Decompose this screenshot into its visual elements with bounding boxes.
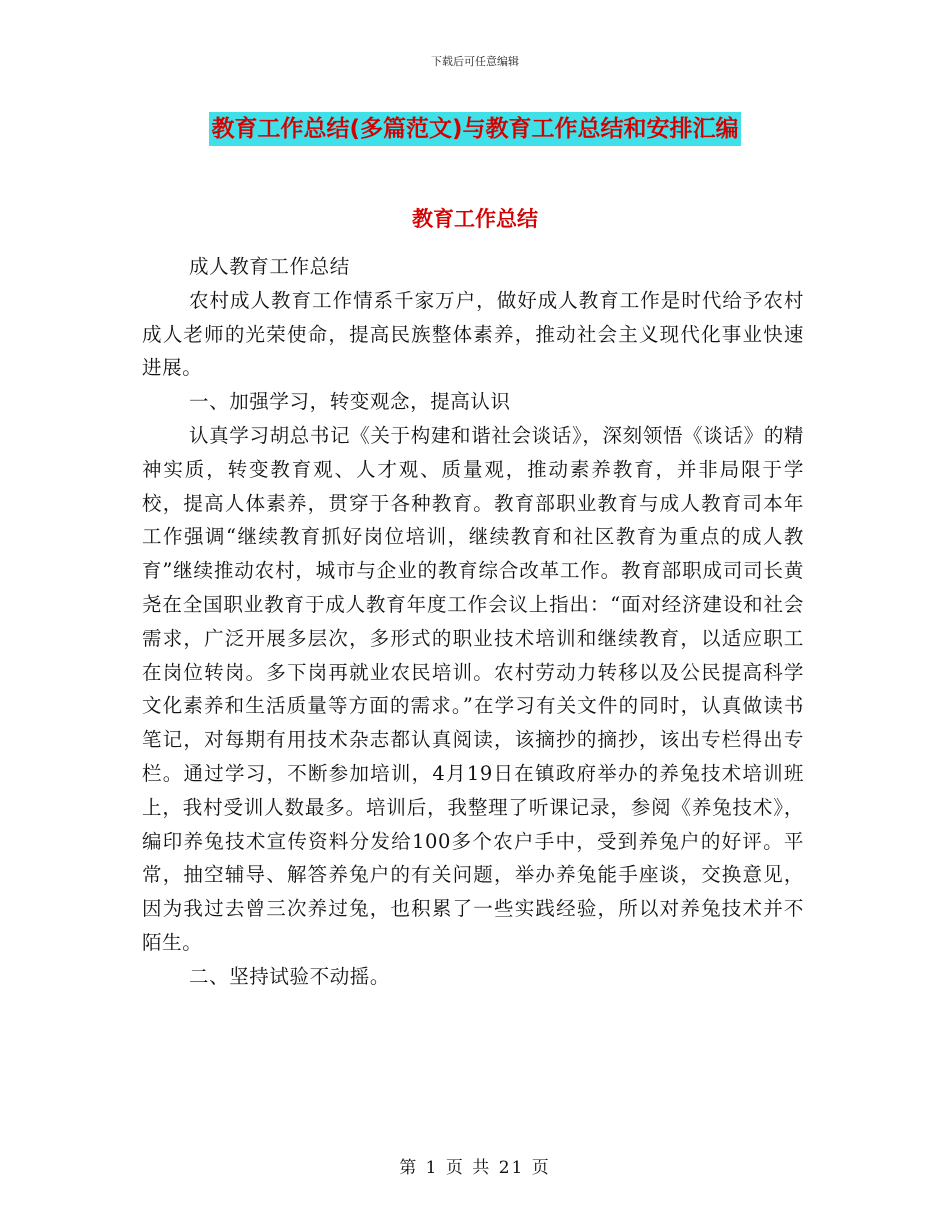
paragraph-subtitle: 成人教育工作总结 — [189, 255, 350, 278]
header-note: 下载后可任意编辑 — [431, 55, 519, 68]
paragraph: 认真学习胡总书记《关于构建和谐社会谈话》，深刻领悟《谈话》的精神实质，转变教育观、人才观、质量观，推动素养教育，并非局限于学校，提高人体素养，贯穿于各种教育。教育部职业教育与成人教育司本年工作强调“继续教育抓好岗位培训，继续教育和社区教育为重点的成人教育”继续推动农村，城市与企业的教育综合改革工作。教育部职成司司长黄尧在全国职业教育于成人教育年度工作会议上指出：“面对经济建设和社会需求，广泛开展多层次，多形式的职业技术培训和继续教育，以适应职工在岗位转岗。多下岗再就业农民培训。农村劳动力转移以及公民提高科学文化素养和生活质量等方面的需求。”在学习有关文件的同时，认真做读书笔记，对每期有用技术杂志都认真阅读，该摘抄的摘抄，该出专栏得出专栏。通过学习，不断参加培训，4月19日在镇政府举办的养兔技术培训班上，我村受训人数最多。培训后，我整理了听课记录，参阅《养兔技术》，编印养兔技术宣传资料分发给100多个农户手中，受到养兔户的好评。平常，抽空辅导、解答养兔户的有关问题，举办养兔能手座谈，交换意见，因为我过去曾三次养过兔，也积累了一些实践经验，所以对养兔技术并不陌生。 — [142, 423, 804, 954]
main-title-container — [0, 112, 950, 146]
paragraph: 农村成人教育工作情系千家万户，做好成人教育工作是时代给予农村成人老师的光荣使命，提高民族整体素养，推动社会主义现代化事业快速进展。 — [142, 288, 804, 380]
main-title: 教育工作总结(多篇范文)与教育工作总结和安排汇编 — [209, 112, 740, 146]
paragraph-heading: 二、坚持试验不动摇。 — [189, 964, 391, 988]
section-title: 教育工作总结 — [412, 207, 538, 231]
page-number: 第 1 页 共 21 页 — [399, 1158, 551, 1178]
paragraph-heading: 一、加强学习，转变观念，提高认识 — [189, 390, 511, 414]
document-body — [142, 250, 804, 994]
